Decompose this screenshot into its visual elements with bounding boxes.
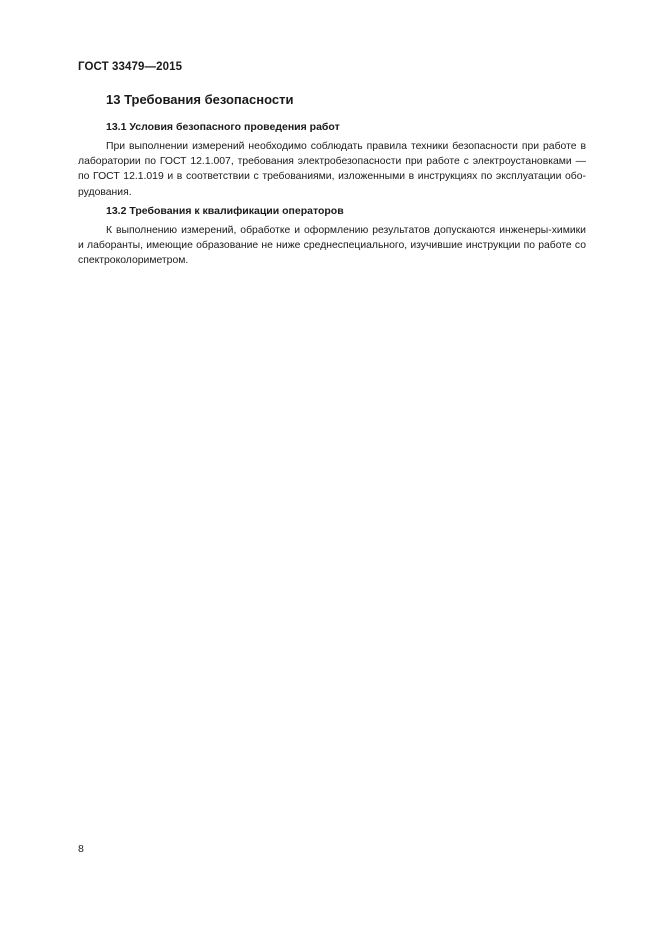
- page-number: 8: [78, 843, 84, 855]
- section-title: 13 Требования безопасности: [106, 92, 294, 107]
- subsection-text-13-2: К выполнению измерений, обработке и оформлению результатов допускаются инженеры-химики и лаборанты, имеющие образование не ниже среднеспециального, изучившие инструкции по работе со спектроколориметром.: [78, 225, 586, 267]
- subsection-heading-13-1: 13.1 Условия безопасного проведения работ: [106, 121, 340, 133]
- document-code: ГОСТ 33479—2015: [78, 61, 183, 73]
- subsection-heading-13-2: 13.2 Требования к квалификации операторов: [106, 205, 344, 217]
- subsection-text-13-1: При выполнении измерений необходимо соблюдать правила техники безопасности при работе в лаборатории по ГОСТ 12.1.007, требования электробезопасности при работе с электроустановками — по ГОСТ 12.1.019 и в соответствии с требованиями, изложенными в инструкциях по эксплуатации оборудования.: [78, 141, 586, 198]
